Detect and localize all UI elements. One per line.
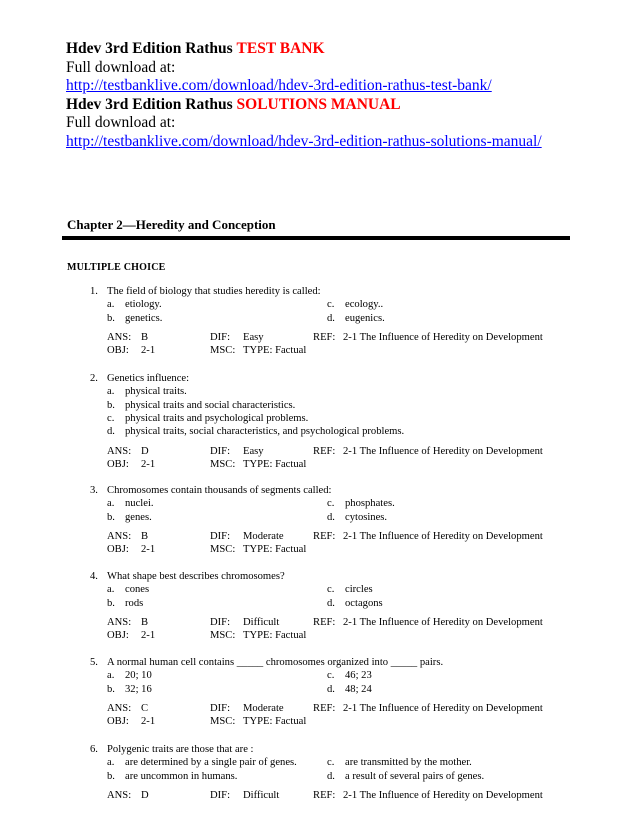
option-text: rods xyxy=(125,597,144,609)
solutions-manual-book-title: Hdev 3rd Edition Rathus xyxy=(66,95,233,113)
option-letter: c. xyxy=(327,757,335,769)
option-text: ecology.. xyxy=(345,299,384,311)
option-text: are determined by a single pair of genes. xyxy=(125,757,297,769)
answer-value: B xyxy=(141,530,149,542)
question-stem: Chromosomes contain thousands of segments called: xyxy=(107,485,332,496)
option-text: octagons xyxy=(345,597,383,609)
msc-label: MSC: xyxy=(210,458,236,470)
objective-value: 2-1 xyxy=(141,544,156,556)
reference-label: REF: xyxy=(313,331,336,343)
option-text: genes. xyxy=(125,511,152,523)
difficulty-label: DIF: xyxy=(210,530,231,542)
reference-value: 2-1 The Influence of Heredity on Development xyxy=(343,530,543,542)
difficulty-value: Moderate xyxy=(243,702,284,714)
question-number: 1. xyxy=(90,286,98,297)
difficulty-value: Easy xyxy=(243,331,264,343)
solutions-manual-tag: SOLUTIONS MANUAL xyxy=(236,95,401,113)
option-letter: b. xyxy=(107,399,115,411)
msc-value: TYPE: Factual xyxy=(243,630,307,642)
objective-label: OBJ: xyxy=(107,630,129,642)
answer-label: ANS: xyxy=(107,789,132,801)
msc-value: TYPE: Factual xyxy=(243,544,307,556)
answer-label: ANS: xyxy=(107,702,132,714)
option-letter: a. xyxy=(107,584,115,596)
msc-value: TYPE: Factual xyxy=(243,345,307,357)
reference-label: REF: xyxy=(313,616,336,628)
reference-label: REF: xyxy=(313,702,336,714)
option-text: nuclei. xyxy=(125,498,154,510)
option-letter: d. xyxy=(107,426,115,438)
difficulty-label: DIF: xyxy=(210,331,231,343)
reference-value: 2-1 The Influence of Heredity on Development xyxy=(343,789,543,801)
msc-label: MSC: xyxy=(210,716,236,728)
difficulty-value: Moderate xyxy=(243,530,284,542)
difficulty-label: DIF: xyxy=(210,445,231,457)
option-letter: a. xyxy=(107,299,115,311)
question-item xyxy=(0,656,638,736)
question-item xyxy=(0,372,638,470)
test-bank-book-title: Hdev 3rd Edition Rathus xyxy=(66,40,233,57)
chapter-title: Chapter 2—Heredity and Conception xyxy=(67,217,276,232)
objective-value: 2-1 xyxy=(141,716,156,728)
answer-value: B xyxy=(141,616,149,628)
question-stem: The field of biology that studies heredity is called: xyxy=(107,286,321,297)
test-bank-download-label: Full download at: xyxy=(66,58,176,76)
option-letter: b. xyxy=(107,770,115,782)
question-stem: Polygenic traits are those that are : xyxy=(107,744,254,755)
option-letter: a. xyxy=(107,670,115,682)
option-text: 48; 24 xyxy=(345,683,372,695)
option-text: etiology. xyxy=(125,299,162,311)
difficulty-value: Difficult xyxy=(243,616,280,628)
option-letter: d. xyxy=(327,312,335,324)
objective-value: 2-1 xyxy=(141,458,156,470)
option-text: phosphates. xyxy=(345,498,395,510)
question-number: 6. xyxy=(90,744,98,755)
option-text: 20; 10 xyxy=(125,670,152,682)
option-letter: c. xyxy=(327,498,335,510)
msc-value: TYPE: Factual xyxy=(243,716,307,728)
section-heading: MULTIPLE CHOICE xyxy=(67,262,166,273)
option-letter: b. xyxy=(107,511,115,523)
option-text: circles xyxy=(345,584,373,596)
answer-label: ANS: xyxy=(107,331,132,343)
option-text: physical traits and social characteristics. xyxy=(125,399,296,411)
objective-value: 2-1 xyxy=(141,345,156,357)
objective-label: OBJ: xyxy=(107,544,129,556)
msc-label: MSC: xyxy=(210,630,236,642)
option-letter: a. xyxy=(107,757,115,769)
question-stem: Genetics influence: xyxy=(107,373,190,384)
question-number: 3. xyxy=(90,485,98,496)
reference-label: REF: xyxy=(313,445,336,457)
reference-value: 2-1 The Influence of Heredity on Development xyxy=(343,445,543,457)
option-text: physical traits. xyxy=(125,386,187,398)
question-number: 2. xyxy=(90,373,98,384)
option-text: 46; 23 xyxy=(345,670,372,682)
difficulty-value: Difficult xyxy=(243,789,280,801)
reference-label: REF: xyxy=(313,530,336,542)
objective-value: 2-1 xyxy=(141,630,156,642)
difficulty-label: DIF: xyxy=(210,702,231,714)
option-letter: a. xyxy=(107,498,115,510)
answer-label: ANS: xyxy=(107,530,132,542)
msc-label: MSC: xyxy=(210,544,236,556)
objective-label: OBJ: xyxy=(107,345,129,357)
option-letter: d. xyxy=(327,511,335,523)
option-letter: c. xyxy=(327,670,335,682)
answer-value: D xyxy=(141,789,149,801)
option-letter: b. xyxy=(107,312,115,324)
answer-value: B xyxy=(141,331,149,343)
question-stem: A normal human cell contains _____ chromosomes organized into _____ pairs. xyxy=(107,657,444,668)
reference-value: 2-1 The Influence of Heredity on Development xyxy=(343,331,543,343)
objective-label: OBJ: xyxy=(107,716,129,728)
test-bank-download-link[interactable]: http://testbanklive.com/download/hdev-3rd-edition-rathus-test-bank/ xyxy=(66,77,492,94)
option-text: eugenics. xyxy=(345,312,385,324)
difficulty-value: Easy xyxy=(243,445,264,457)
answer-value: D xyxy=(141,445,149,457)
option-text: genetics. xyxy=(125,312,163,324)
reference-label: REF: xyxy=(313,789,336,801)
option-letter: a. xyxy=(107,386,115,398)
option-letter: d. xyxy=(327,597,335,609)
difficulty-label: DIF: xyxy=(210,789,231,801)
answer-label: ANS: xyxy=(107,445,132,457)
option-text: are transmitted by the mother. xyxy=(345,757,472,769)
solutions-manual-download-link[interactable]: http://testbanklive.com/download/hdev-3rd-edition-rathus-solutions-manual/ xyxy=(66,132,542,150)
option-text: physical traits, social characteristics, and psychological problems. xyxy=(125,426,405,438)
question-number: 4. xyxy=(90,571,98,582)
option-text: cytosines. xyxy=(345,511,388,523)
objective-label: OBJ: xyxy=(107,458,129,470)
question-item xyxy=(0,484,638,564)
option-letter: d. xyxy=(327,683,335,695)
question-number: 5. xyxy=(90,657,98,668)
option-letter: b. xyxy=(107,683,115,695)
option-letter: c. xyxy=(107,412,115,424)
answer-label: ANS: xyxy=(107,616,132,628)
option-text: 32; 16 xyxy=(125,683,152,695)
option-letter: c. xyxy=(327,299,335,311)
option-text: physical traits and psychological problems. xyxy=(125,412,309,424)
option-text: are uncommon in humans. xyxy=(125,770,238,782)
option-letter: c. xyxy=(327,584,335,596)
test-bank-tag: TEST BANK xyxy=(236,40,325,57)
question-item xyxy=(0,743,638,823)
option-text: a result of several pairs of genes. xyxy=(345,770,485,782)
question-stem: What shape best describes chromosomes? xyxy=(107,571,285,582)
answer-value: C xyxy=(141,702,149,714)
difficulty-label: DIF: xyxy=(210,616,231,628)
msc-label: MSC: xyxy=(210,345,236,357)
question-item xyxy=(0,285,638,365)
question-item xyxy=(0,570,638,650)
solutions-manual-download-label: Full download at: xyxy=(66,114,176,131)
option-text: cones xyxy=(125,584,150,596)
option-letter: d. xyxy=(327,770,335,782)
reference-value: 2-1 The Influence of Heredity on Development xyxy=(343,616,543,628)
reference-value: 2-1 The Influence of Heredity on Development xyxy=(343,702,543,714)
option-letter: b. xyxy=(107,597,115,609)
msc-value: TYPE: Factual xyxy=(243,458,307,470)
